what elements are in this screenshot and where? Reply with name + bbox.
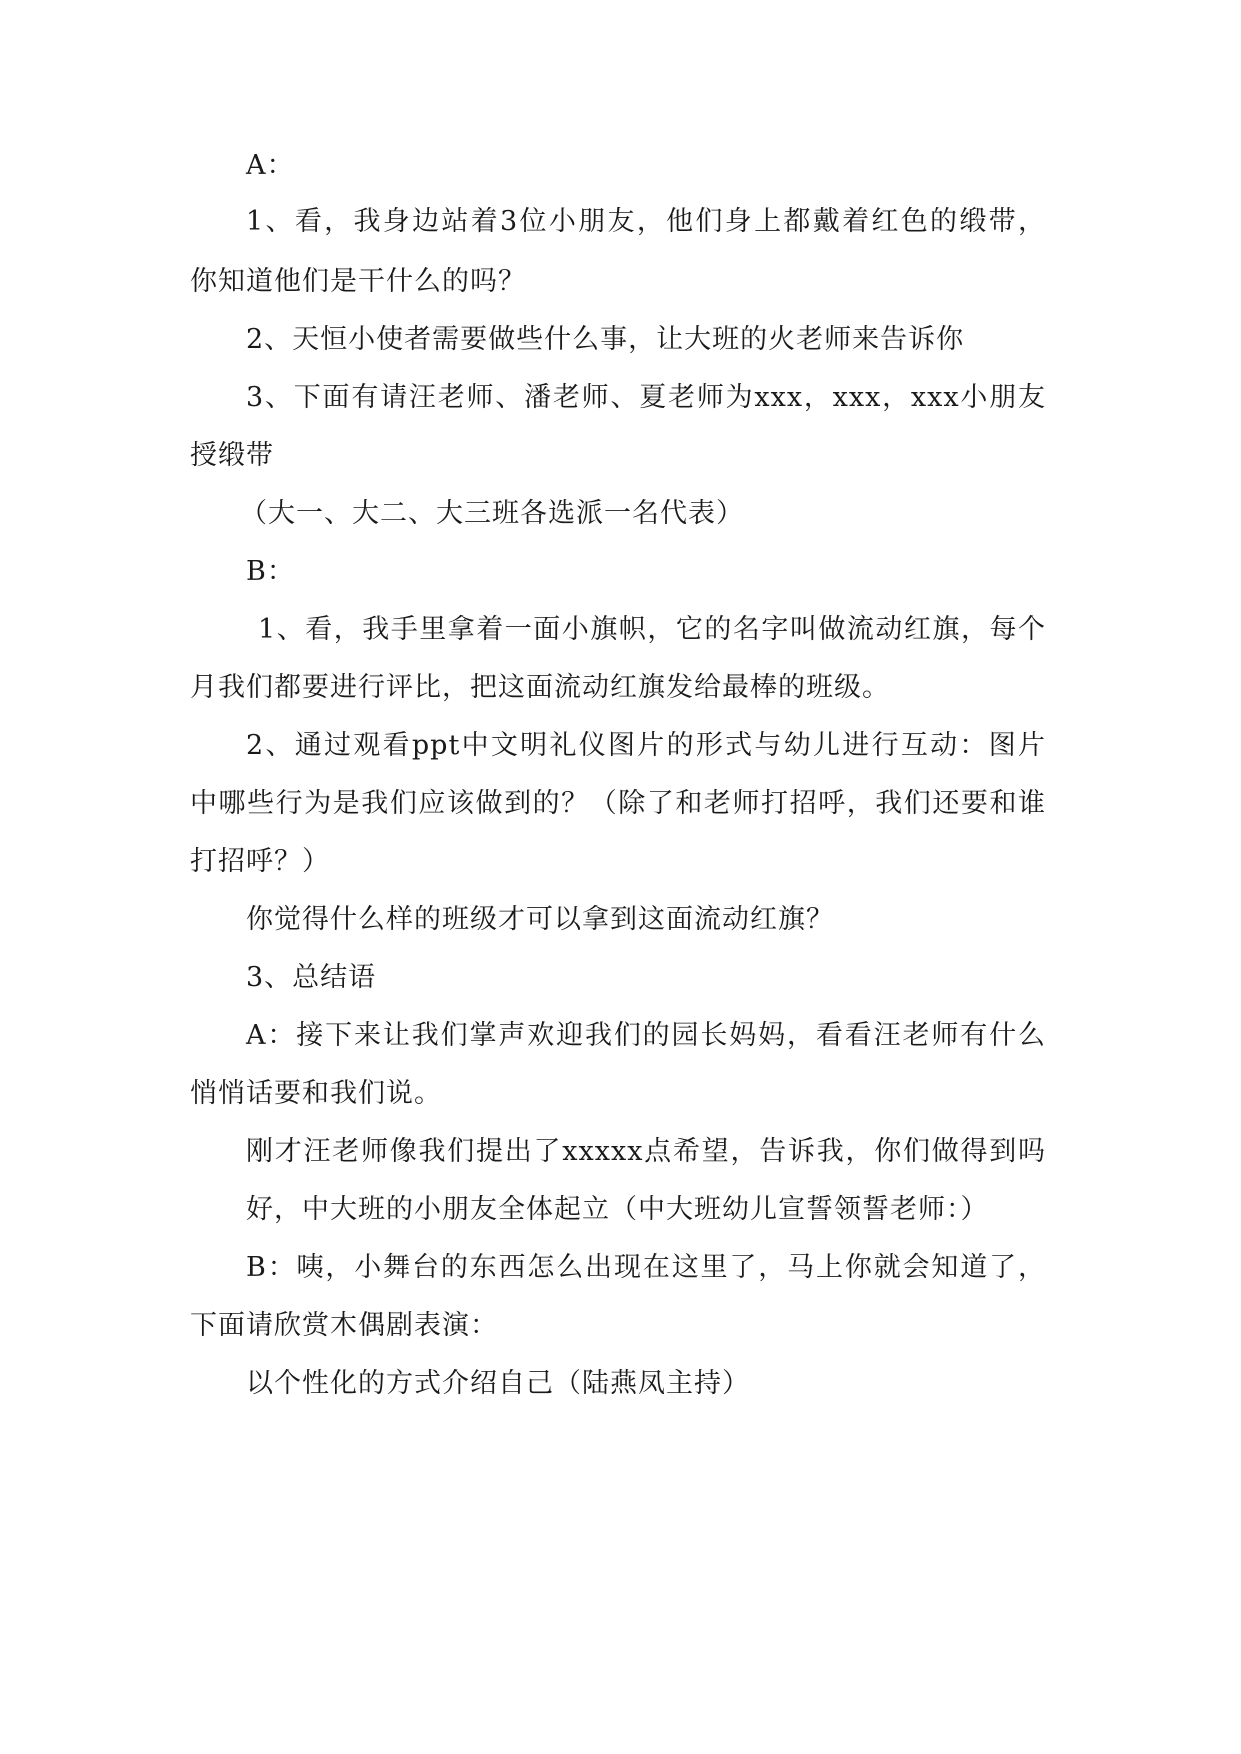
paragraph-line: （大一、大二、大三班各选派一名代表）: [240, 498, 744, 529]
paragraph-line: 下面请欣赏木偶剧表演：: [190, 1310, 498, 1341]
section-b-label: B：: [246, 556, 295, 587]
paragraph-line: 中哪些行为是我们应该做到的？（除了和老师打招呼，我们还要和谁: [190, 788, 1046, 819]
paragraph-line: 刚才汪老师像我们提出了xxxxx点希望，告诉我，你们做得到吗: [246, 1136, 1046, 1167]
paragraph-line: 2、通过观看ppt中文明礼仪图片的形式与幼儿进行互动：图片: [246, 730, 1046, 761]
paragraph-line: 好，中大班的小朋友全体起立（中大班幼儿宣誓领誓老师：）: [246, 1194, 989, 1225]
paragraph-line: 月我们都要进行评比，把这面流动红旗发给最棒的班级。: [190, 672, 890, 703]
paragraph-line: 3、下面有请汪老师、潘老师、夏老师为xxx，xxx，xxx小朋友: [246, 382, 1046, 413]
paragraph-line: 1、看，我手里拿着一面小旗帜，它的名字叫做流动红旗，每个: [258, 614, 1046, 645]
paragraph-line: 授缎带: [190, 440, 274, 471]
paragraph-line: 打招呼？）: [190, 846, 330, 877]
paragraph-line: 以个性化的方式介绍自己（陆燕凤主持）: [246, 1368, 750, 1399]
paragraph-line: A：接下来让我们掌声欢迎我们的园长妈妈，看看汪老师有什么: [246, 1020, 1046, 1051]
paragraph-line: 2、天恒小使者需要做些什么事，让大班的火老师来告诉你: [246, 324, 965, 355]
paragraph-line: B：咦，小舞台的东西怎么出现在这里了，马上你就会知道了，: [246, 1252, 1046, 1283]
section-a-label: A：: [246, 150, 295, 181]
paragraph-line: 你知道他们是干什么的吗？: [190, 266, 526, 297]
paragraph-line: 3、总结语: [246, 962, 377, 993]
paragraph-line: 你觉得什么样的班级才可以拿到这面流动红旗？: [246, 904, 834, 935]
paragraph-line: 悄悄话要和我们说。: [190, 1078, 442, 1109]
paragraph-line: 1、看，我身边站着3位小朋友，他们身上都戴着红色的缎带，: [246, 206, 1046, 237]
